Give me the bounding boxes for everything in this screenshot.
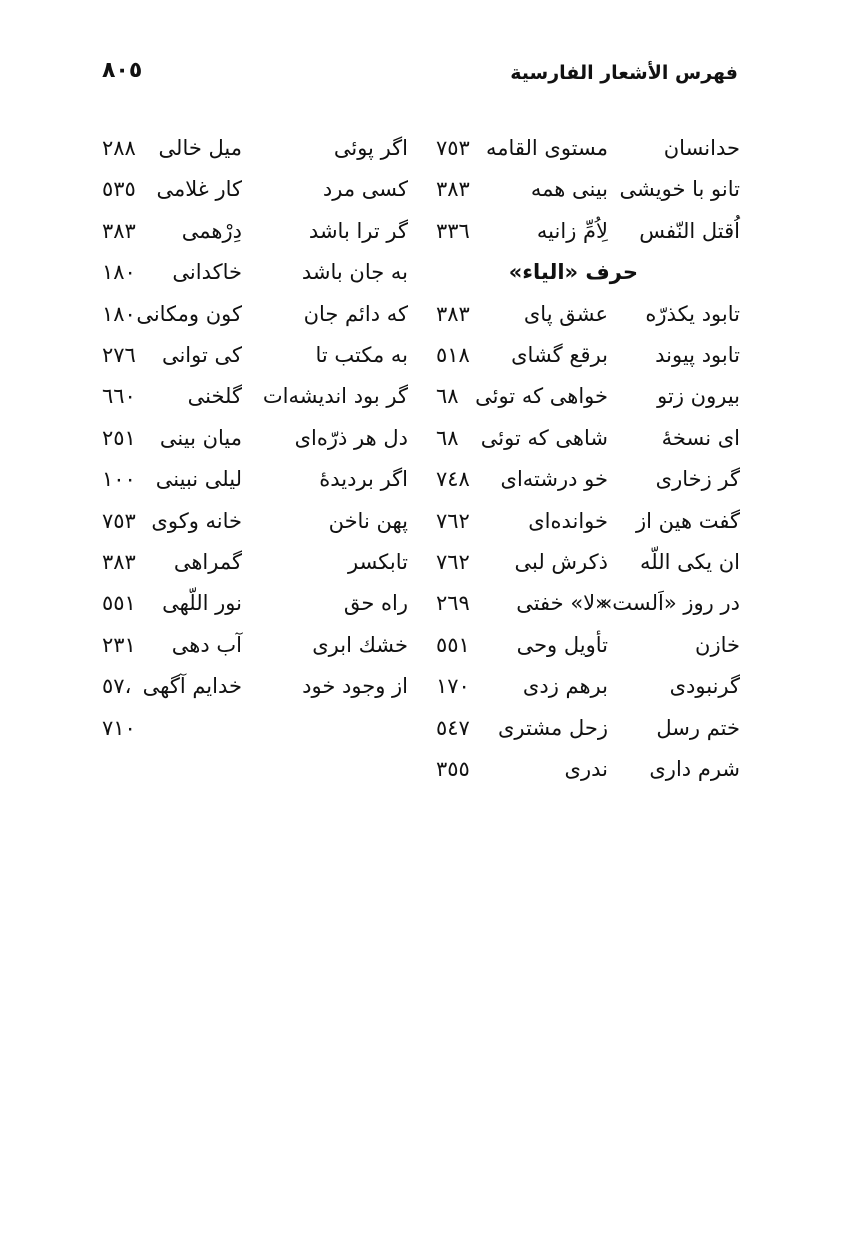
verse-opening: گرنبودی — [669, 674, 740, 698]
page-number: ٨٠٥ — [102, 58, 143, 83]
verse-keyword: میل خالی — [158, 136, 242, 160]
verse-keyword: بینی همه — [530, 177, 608, 201]
page-ref: ٧٦٢ — [436, 509, 470, 533]
verse-opening: حدانسان — [663, 136, 740, 160]
page-ref: ٥٧، — [102, 674, 132, 698]
page-title: فهرس الأشعار الفارسية — [510, 62, 738, 84]
verse-keyword: تأویل وحی — [516, 633, 608, 657]
verse-opening: گر ترا باشد — [308, 219, 408, 243]
verse-opening: گر زخاری — [655, 467, 740, 491]
verse-keyword: میان بینی — [159, 426, 242, 450]
verse-opening: تانو با خویشی — [619, 177, 740, 201]
index-row — [0, 343, 848, 377]
page-ref: ٦٦٠ — [102, 384, 136, 408]
page-ref: ٢٦٩ — [436, 591, 470, 615]
page-ref: ٣٥٥ — [436, 757, 470, 781]
verse-opening: بیرون زتو — [657, 384, 740, 408]
verse-opening: پهن ناخن — [328, 509, 408, 533]
verse-keyword: خوانده‌ای — [528, 509, 608, 533]
verse-keyword: عشق پای — [523, 302, 608, 326]
page-ref: ٥٤٧ — [436, 716, 470, 740]
index-row — [0, 550, 848, 584]
verse-opening: گفت هین از — [636, 509, 740, 533]
verse-keyword: خواهی که توئی — [475, 384, 608, 408]
page-ref: ١٨٠ — [102, 302, 136, 326]
verse-keyword: برقع گشای — [511, 343, 608, 367]
index-row — [0, 591, 848, 625]
verse-keyword: دِرْهمی — [181, 219, 242, 243]
verse-keyword: زحل مشتری — [497, 716, 608, 740]
page-ref: ٥٣٥ — [102, 177, 136, 201]
verse-keyword: نور اللّهی — [162, 591, 242, 615]
page-ref: ٧٥٣ — [102, 509, 136, 533]
verse-opening: ای نسخهٔ — [661, 426, 740, 450]
index-row — [0, 426, 848, 460]
verse-keyword: گلخنی — [187, 384, 242, 408]
page-ref: ٥٥١ — [436, 633, 470, 657]
page-ref: ٢٧٦ — [102, 343, 136, 367]
page-ref: ١٨٠ — [102, 260, 136, 284]
page-ref: ١٠٠ — [102, 467, 136, 491]
index-row — [0, 219, 848, 253]
verse-keyword: آب دهی — [171, 633, 242, 657]
verse-keyword: خاکدانی — [172, 260, 242, 284]
page-ref: ٧٦٢ — [436, 550, 470, 574]
page-ref: ١٧٠ — [436, 674, 470, 698]
verse-keyword: خو درشته‌ای — [500, 467, 608, 491]
page-ref: ٦٨ — [436, 426, 459, 450]
index-row — [0, 260, 848, 294]
verse-keyword: کون ومکانی — [136, 302, 242, 326]
page-ref: ٢٣١ — [102, 633, 136, 657]
verse-keyword: «لا» خفتی — [516, 591, 608, 615]
index-row — [0, 467, 848, 501]
verse-opening: اگر بردیدهٔ — [319, 467, 408, 491]
page-ref: ٢٥١ — [102, 426, 136, 450]
verse-keyword: کی توانی — [161, 343, 242, 367]
verse-keyword: ندری — [564, 757, 608, 781]
verse-keyword: برهم زدی — [522, 674, 608, 698]
verse-keyword: خدایم آگهی — [142, 674, 242, 698]
verse-opening: که دائم جان — [303, 302, 408, 326]
verse-opening: ختم رسل — [656, 716, 740, 740]
page-ref: ٥١٨ — [436, 343, 470, 367]
verse-opening: تابکسر — [347, 550, 408, 574]
verse-keyword: گمراهی — [173, 550, 242, 574]
page-ref: ٣٨٣ — [102, 550, 136, 574]
index-row — [0, 509, 848, 543]
index-row — [0, 757, 848, 791]
page-ref: ٢٨٨ — [102, 136, 136, 160]
page-ref: ٧٤٨ — [436, 467, 470, 491]
index-row — [0, 384, 848, 418]
verse-opening: از وجود خود — [302, 674, 408, 698]
verse-opening: اُقتل النّفس — [639, 219, 740, 243]
verse-opening: شرم داری — [649, 757, 740, 781]
verse-keyword: لِاُمِّ زانیه — [536, 219, 608, 243]
index-row — [0, 633, 848, 667]
page-ref: ٣٨٣ — [436, 302, 470, 326]
verse-keyword: ذکرش لبی — [514, 550, 608, 574]
page-ref: ٣٨٣ — [102, 219, 136, 243]
index-row — [0, 177, 848, 211]
index-row — [0, 302, 848, 336]
verse-opening: گر بود اندیشه‌ات — [262, 384, 408, 408]
page-ref: ٣٨٣ — [436, 177, 470, 201]
page-ref: ٣٣٦ — [436, 219, 470, 243]
verse-keyword: مستوی القامه — [485, 136, 608, 160]
page-ref: ٧١٠ — [102, 716, 136, 740]
verse-opening: به مکتب تا — [315, 343, 408, 367]
verse-keyword: خانه وکوی — [151, 509, 242, 533]
verse-opening: راه حق — [343, 591, 408, 615]
verse-opening: ان یکی اللّه — [640, 550, 740, 574]
verse-opening: اگر پوئی — [333, 136, 408, 160]
section-heading: حرف «الیاء» — [508, 260, 638, 284]
page-ref: ٧٥٣ — [436, 136, 470, 160]
page-ref: ٦٨ — [436, 384, 459, 408]
verse-opening: دل هر ذرّه‌ای — [294, 426, 408, 450]
index-row — [0, 136, 848, 170]
verse-opening: به جان باشد — [301, 260, 408, 284]
index-row — [0, 674, 848, 708]
verse-keyword: لیلی نبینی — [155, 467, 242, 491]
verse-opening: در روز «اَلست» — [599, 591, 740, 615]
verse-keyword: کار غلامی — [156, 177, 242, 201]
verse-keyword: شاهی که توئی — [480, 426, 608, 450]
index-row — [0, 716, 848, 750]
verse-opening: خشك ابری — [312, 633, 408, 657]
page-ref: ٥٥١ — [102, 591, 136, 615]
verse-opening: تابود یکذرّه — [645, 302, 740, 326]
verse-opening: تابود پیوند — [655, 343, 740, 367]
verse-opening: خازن — [695, 633, 740, 657]
verse-opening: کسی مرد — [322, 177, 408, 201]
